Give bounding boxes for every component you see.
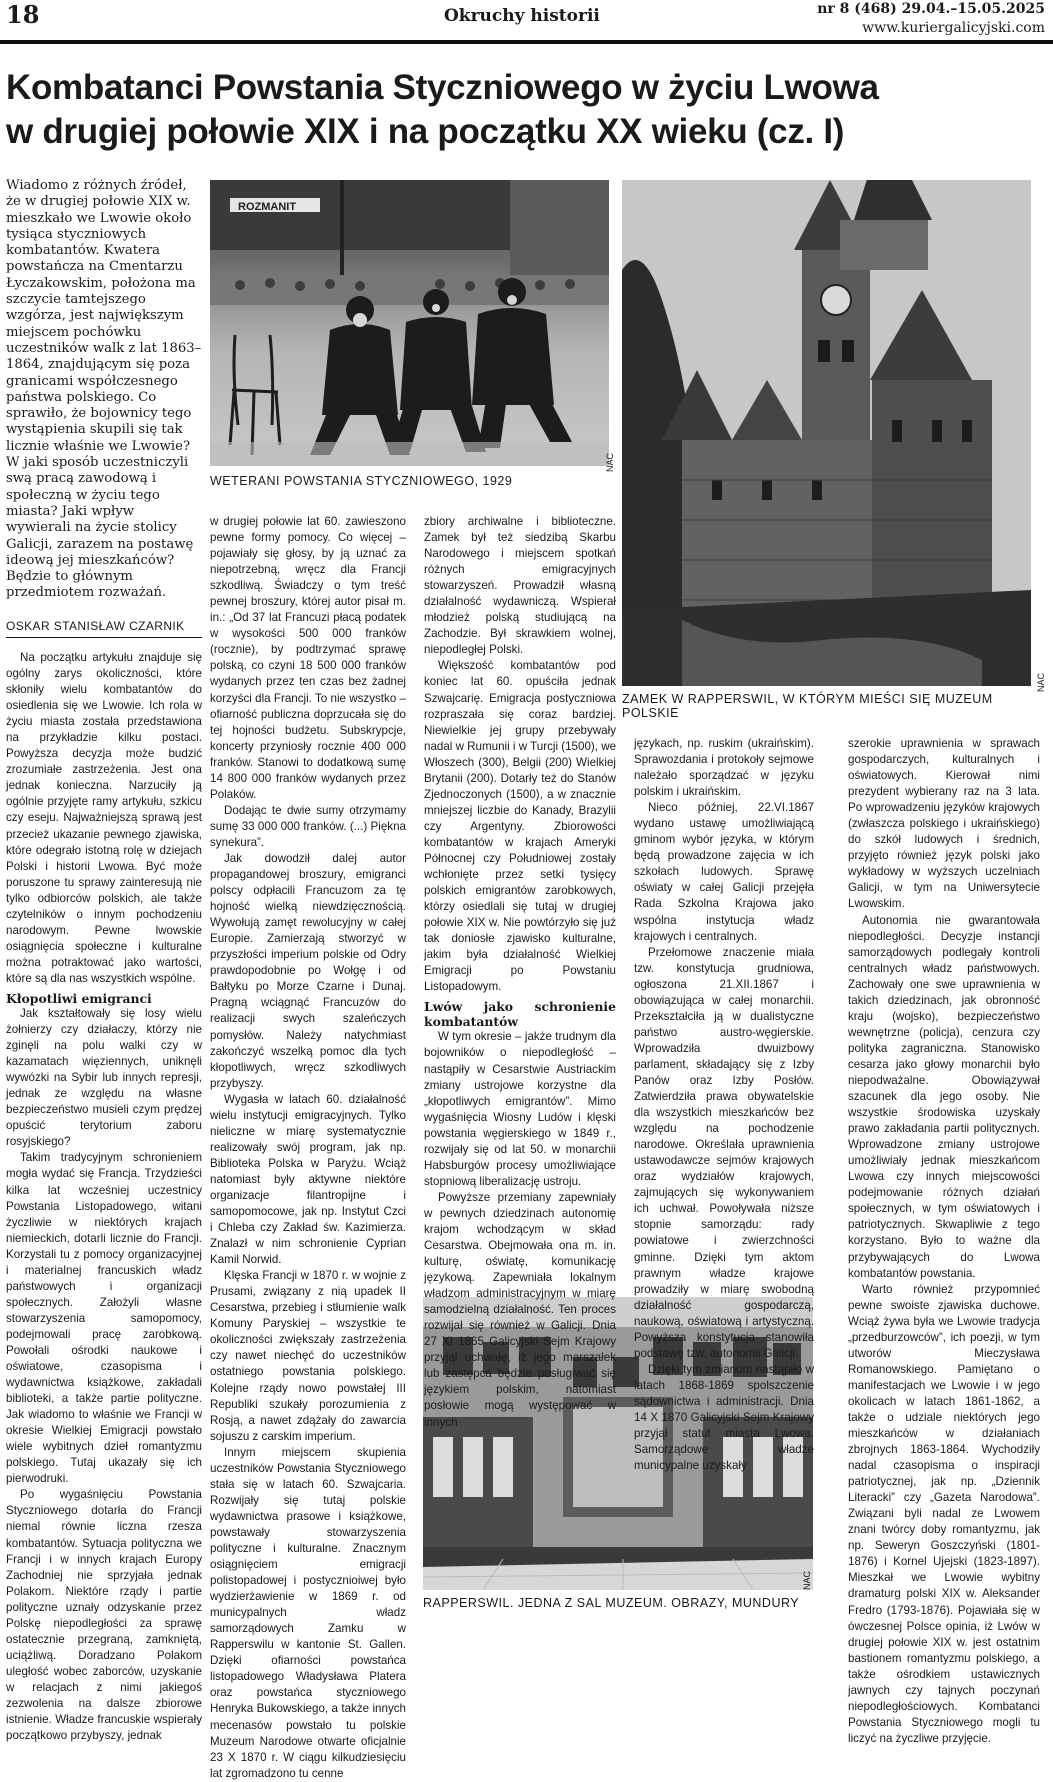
paragraph: Innym miejscem skupienia uczestników Powstania Styczniowego stała się w latach 60. Szwajcaria. Rozwijały się tutaj polskie wydawnictwa prasowe i książkowe, powstawały stowarzyszenia polityczne i kulturalne. Znacznym osiągnięciem emigracji polistopadowej i postycznioiwej było wydzierżawienie w 1869 r. od municypalnych władz samorządowych Zamku w Rapperswilu w kantonie St. Gallen. Dzięki ofiarności powstańca listopadowego Władysława Platera oraz powstańca styczniowego Henryka Bukowskiego, a także innych mecenasów powstało tu polskie Muzeum Narodowe otwarte oficjalnie 23 X 1870 r. W ciągu kilkudziesięciu lat zgromadzono tu cenne	[210, 1445, 406, 1780]
title-line-1: Kombatanci Powstania Styczniowego w życiu Lwowa	[6, 68, 879, 107]
article-column-2	[210, 514, 406, 1782]
museum-caption: RAPPERSWIL. JEDNA Z SAL MUZEUM. OBRAZY, MUNDURY	[423, 1596, 800, 1610]
section-title: Okruchy historii	[444, 6, 600, 26]
website[interactable]: www.kuriergalicyjski.com	[862, 20, 1045, 36]
paragraph: szerokie uprawnienia w sprawach gospodarczych, kulturalnych i oświatowych. Kierował nimi prezydent wybierany raz na 3 lata. Po wprowadzeniu języków krajowych (zwłaszcza polskiego i ukraińskiego) do szkół ludowych i średnich, przyjęto również język polski jako wykładowy w wyższych uczelniach Galicji, w tym na Uniwersytecie Lwowskim.	[848, 737, 1040, 911]
paragraph: Jak kształtowały się losy wielu żołnierzy czy działaczy, którzy nie zginęli na polu walki czy w kazamatach więziennych, uniknęli wywózki na Sybir lub innych represji, jednak ze względu na własne bezpieczeństwo musieli czym prędzej opuścić terytorium zaboru rosyjskiego?	[6, 1006, 202, 1149]
byline-rule	[6, 637, 202, 638]
museum-credit: NAC	[802, 1570, 812, 1590]
header-rule	[0, 40, 1053, 44]
paragraph: Po wygaśnięciu Powstania Styczniowego dotarła do Francji niemal równie liczna rzesza kombatantów. Sytuacja polityczna we Francji i w innych krajach Europy Zachodniej nie sprzyjała jednak Polakom. Niektóre rządy i partie polityczne uznały odzyskanie przez Polskę niepodległości za sprawę ostatecznie przegraną, zamkniętą, uciążliwą. Doradzano Polakom uległość wobec zaborców, uzyskanie w relacjach z nimi jakiegoś zezwolenia na dalsze zbiorowe istnienie. Władze francuskie wspierały początkowo przybyszy, jednak	[6, 1488, 202, 1743]
paragraph: Nieco później, 22.VI.1867 wydano ustawę umożliwiającą gminom wybór języka, w którym będą prowadzone zajęcia w ich szkołach ludowych. Sprawę oświaty w całej Galicji przejęła Rada Szkolna Krajowa jako wspólna instytucja władz krajowych i centralnych.	[634, 801, 814, 943]
article-lead: Wiadomo z różnych źródeł, że w drugiej połowie XIX w. mieszkało we Lwowie około tysiąca styczniowych kombatantów. Kwatera powstańcza na Cmentarzu Łyczakowskim, położona ma szczycie tamtejszego wzgórza, jest największym miejscem pochówku uczestników walk z lat 1863–1864, znajdującym się poza granicami współczesnego państwa polskiego. Co sprawiło, że bojownicy tego wystąpienia skupili się tak licznie właśnie we Lwowie? W jaki sposób uczestniczyli swą pracą zawodową i społeczną w życiu tego miasta? Jaki wpływ wywierali na życie stolicy Galicji, zarazem na postawę ideową jej mieszkańców? Będzie to głównym przedmiotem rozważań.	[6, 178, 202, 601]
paragraph: Wygasła w latach 60. działalność wielu instytucji emigracyjnych. Tylko nieliczne w miarę systematycznie realizowały swój program, jak np. Biblioteka Polska w Paryżu. Wciąż natomiast były aktywne niektóre organizacje filantropijne i samopomocowe, jak np. Instytut Czci i Chleba czy Zakład św. Kazimierza. Znalazł w nim schronienie Cyprian Kamil Norwid.	[210, 1092, 406, 1267]
castle-credit: NAC	[1036, 672, 1046, 692]
paragraph: zbiory archiwalne i biblioteczne. Zamek był też siedzibą Skarbu Narodowego i miejscem spotkań różnych emigracyjnych stowarzyszeń. Prowadził własną działalność wydawniczą. Wspierał młodzież polską studiującą na Zachodzie. Był skrawkiem wolnej, niepodległej Polski.	[424, 515, 616, 657]
veterans-photo-drawing	[210, 180, 609, 466]
paragraph: w drugiej połowie lat 60. zawieszono pewne formy pomocy. Co więcej – pojawiały się głosy, by ją uznać za niepotrzebną, wręcz dla Francji szkodliwą. Świadczy o tym treść pewnej broszury, której autor pisał m. in.: „Od 37 lat Francuzi płacą podatek w wysokości 500 000 franków (rocznie), by podtrzymać sprawę polską, co czyni 18 500 000 franków wydanych przez ten czas bez żadnej korzyści dla Francji. To nie wszystko – ofiarność publiczna doprzucała się do tej hojności budżetu. Subskrypcje, koncerty przyniosły rocznie 400 000 franków. Stanowi to dodatkową sumę 14 800 000 franków wydanych przez Polaków.	[210, 515, 406, 801]
veterans-photo	[210, 180, 609, 466]
paragraph: Klęska Francji w 1870 r. w wojnie z Prusami, związany z nią upadek II Cesarstwa, przebieg i stłumienie walk Komuny Paryskiej – wszystkie te okoliczności zwiększały zastrzeżenia czy nawet niechęć do uczestników ostatniego powstania polskiego. Kolejne rządy nowo powstałej III Republiki szukały porozumienia z Rosją, a nawet zdążały do zawarcia sojuszu z carskim imperium.	[210, 1269, 406, 1443]
paragraph: Większość kombatantów pod koniec lat 60. opuściła jednak Szwajcarię. Emigracja postyczniowa rozpraszała się coraz bardziej. Niewielkie jej grupy przebywały nadal w Rumunii i w Turcji (1500), we Włoszech (300), Belgii (200) Wielkiej Brytanii (200). Dotarły też do Stanów Zjednoczonych (1500), a w znacznie mniejszej liczbie do Kanady, Brazylii czy Argentyny. Zbiorowości kombatantów w krajach Ameryki Północnej czy Południowej zostały wchłonięte przez setki tysięcy polskich emigrantów zarobkowych, którzy osiedlali się tutaj w drugiej połowie XIX w. Nie powtórzyło się już tak doniosłe zjawisko kulturalne, jakim była działalność Wielkiej Emigracji po Powstaniu Listopadowym.	[424, 659, 617, 994]
subheading-emigrants: Kłopotliwi emigranci	[6, 990, 152, 1006]
veterans-credit: NAC	[605, 452, 615, 472]
article-title	[6, 66, 1046, 154]
paragraph: W tym okresie – jakże trudnym dla bojowników o niepodległość – nastąpiły w Cesarstwie Austriackim zmiany ustrojowe korzystne dla „kłopotliwych emigrantów”. Mimo wygaśnięcia Wiosny Ludów i klęski powstania węgierskiego w 1849 r., rozwijały się od lat 50. w monarchii Habsburgów procesy umożliwiające stopniową liberalizację ustroju.	[424, 1030, 616, 1188]
article-column-1	[6, 650, 202, 1744]
castle-caption: ZAMEK W RAPPERSWIL, W KTÓRYM MIEŚCI SIĘ MUZEUM POLSKIE	[622, 692, 993, 720]
title-line-2: w drugiej połowie XIX i na początku XX wieku (cz. I)	[6, 112, 845, 151]
paragraph: Warto również przypomnieć pewne swoiste zjawiska duchowe. Wciąż żywa była we Lwowie tradycja „przedburzowców”, ich poezji, w tym utworów Mieczysława Romanowskiego. Pamiętano o manifestacjach we Lwowie i w jego okolicach w latach 1861-1862, a także o udziale niektórych jego mieszkańców w działaniach zbrojnych 1863-1864. Wychodziły nadal czasopisma o inspiracji patriotycznej, jak np. „Dziennik Literacki” czy „Gazeta Narodowa”. Związani byli nadal ze Lwowem znani twórcy doby romantyzmu, jak np. Seweryn Goszczyński (1801-1876) i Kornel Ujejski (1823-1897). Mieszkał we Lwowie wybitny dramaturg polski XIX w. Aleksander Fredro (1793-1876). Pojawiała się w ówczesnej Polsce opinia, iż Lwów w drugiej połowie XIX w. jest ostatnim bastionem romantyzmu polskiego, a także ośrodkiem ustawicznych jawnych czy tajnych poczynań niepodległościowych. Kombatanci Powstania Styczniowego mogli tu liczyć na życzliwe przyjęcie.	[848, 1282, 1040, 1745]
paragraph: Powyższe przemiany zapewniały w pewnych dziedzinach autonomię krajom wchodzącym w skład Cesarstwa. Obejmowała ona m. in. kulturę, oświatę, komunikację językową. Zapewniała lokalnym władzom administracyjnym w miarę samodzielną działalność. Ten proces rozwijał się również w Galicji. Dnia 27 XI 1865 Galicyjski Sejm Krajowy przyjął uchwałę, iż jego marszałek lub zastępca będzie posługiwać się językiem polskim, natomiast posłowie mogą występować w innych	[424, 1190, 616, 1429]
castle-photo	[622, 180, 1031, 686]
paragraph: Przełomowe znaczenie miała tzw. konstytucja grudniowa, ogłoszona 21.XII.1867 i obowiązująca w całej monarchii. Przekształciła ją w dualistyczne państwo austro-węgierskie. Wprowadziła dwuizbowy parlament, składający się z Izby Panów oraz Izby Posłów. Zatwierdziła prawa obywatelskie dla wszystkich mieszkańców bez względu na pochodzenie narodowe. Określała uprawnienia ustawodawcze sejmów krajowych oraz wydziałów krajowych, zajmujących się wykonywaniem ich uchwał. Powoływała niższe stopnie samorządu: rady powiatowe i zwierzchności gminne. Dzięki tym aktom prawnym władze krajowe prowadziły w miarę swobodną działalność gospodarczą, naukową, oświatową i artystyczną. Powyższa konstytucja stanowiła podstawę tzw. autonomii Galicji.	[634, 945, 814, 1360]
shop-sign-text: ROZMANIT	[238, 201, 297, 213]
castle-photo-drawing	[622, 180, 1031, 686]
byline: OSKAR STANISŁAW CZARNIK	[6, 619, 185, 633]
article-column-4	[634, 736, 814, 1474]
paragraph: Na początku artykułu znajduje się ogólny zarys okoliczności, które skłoniły wielu kombatantów do osiedlenia się we Lwowie. Ich rola w życiu miasta została przedstawiona na przykładzie kilku postaci. Powyższa decyzja może budzić zrozumiałe zastrzeżenia. Jest ona jednak konieczna. Narzuciły ją ogólnie przyjęte ramy artykułu, szkicu czy eseju. Najważniejszą sprawą jest przecież ukazanie pewnego zjawiska, które odegrało istotną rolę w dziejach Polski i historii Lwowa. Być może poruszone tu sprawy zainteresują nie tylko odbiorców polskich, ale także czytelników o innym pochodzeniu narodowym. Pewne lwowskie osiągnięcia społeczne i kulturalne można potraktować jako wartości, które są dla nas wszystkich wspólne.	[6, 651, 202, 985]
subheading-lwow: Lwów jako schronienie kombatantów	[424, 999, 616, 1030]
page-number: 18	[6, 0, 40, 29]
paragraph: językach, np. ruskim (ukraińskim). Sprawozdania i protokoły sejmowe należało sporządzać w języku polskim i ukraińskim.	[634, 737, 814, 799]
article-column-5	[848, 736, 1040, 1747]
paragraph: Autonomia nie gwarantowała niepodległości. Decyzje instancji samorządowych podlegały kontroli centralnych władz państwowych. Zachowały one swe uprawnienia w takich dziedzinach, jak obronność kraju (wojsko), bezpieczeństwo wewnętrzne (policja), cenzura czy polityka zagraniczna. Stanowisko cesarza jako głowy monarchii było niepodważalne. Obowiązywał szacunek dla jego osoby. Nie wszystkie środowiska uzyskały prawo zakładania partii politycznych. Wprowadzone zmiany ustrojowe umożliwiały jednak mieszkańcom Lwowa czy innych miejscowości podejmowanie różnych działań społecznych, w tym oświatowych i patriotycznych. Skwapliwie z tego korzystano. Było to ważne dla przybywających do Lwowa kombatantów powstania.	[848, 913, 1040, 1280]
paragraph: Dzięki tym zmianom nastąpiło w latach 1868-1869 spolszczenie sądownictwa i administracji. Dnia 14 X 1870 Galicyjski Sejm Krajowy przyjął statut miasta Lwowa. Samorządowe władze municypalne uzyskały	[634, 1362, 814, 1473]
article-column-3	[424, 514, 616, 1431]
paragraph: Takim tradycyjnym schronieniem mogła wydać się Francja. Trzydzieści kilka lat wcześniej uczestnicy Powstania Listopadowego, witani życzliwie w niektórych krajach niemieckich, dotarli licznie do Francji. Korzystali tu z pomocy organizacyjnej i materialnej francuskich władz państwowych i organizacji społecznych. Założyli własne stowarzyszenia samopomocy, podejmowali pracę zarobkową. Powołali ośrodki naukowe i oświatowe, czasopisma i wydawnictwa książkowe, zakładali biblioteki, a także partie polityczne. Jak wiadomo to właśnie we Francji w okresie Wielkiej Emigracji powstało wiele wybitnych dzieł romantyzmu polskiego. Tutaj ukazały się ich pierwodruki.	[6, 1151, 202, 1486]
veterans-caption: WETERANI POWSTANIA STYCZNIOWEGO, 1929	[210, 474, 513, 488]
paragraph: Jak dowodził dalej autor propagandowej broszury, emigranci polscy odpłacili Francuzom za tę hojność wielką niewdzięcznością. Wywołują zamęt rewolucyjny w całej Europie. Zamierzają stworzyć w przyszłości imperium polskie od Odry prawdopodobnie po Wołgę i od Bałtyku po Morze Czarne i Dunaj. Pragną wciągnąć Francuzów do realizacji swych szaleńczych pomysłów. Należy natychmiast zakończyć wszelką pomoc dla tych kłopotliwych, wręcz szkodliwych przybyszy.	[210, 851, 406, 1090]
issue-info	[817, 0, 1045, 38]
paragraph: Dodając te dwie sumy otrzymamy sumę 33 000 000 franków. (...) Piękna synekura”.	[210, 803, 406, 849]
issue-number: nr 8 (468) 29.04.–15.05.2025	[817, 1, 1045, 17]
